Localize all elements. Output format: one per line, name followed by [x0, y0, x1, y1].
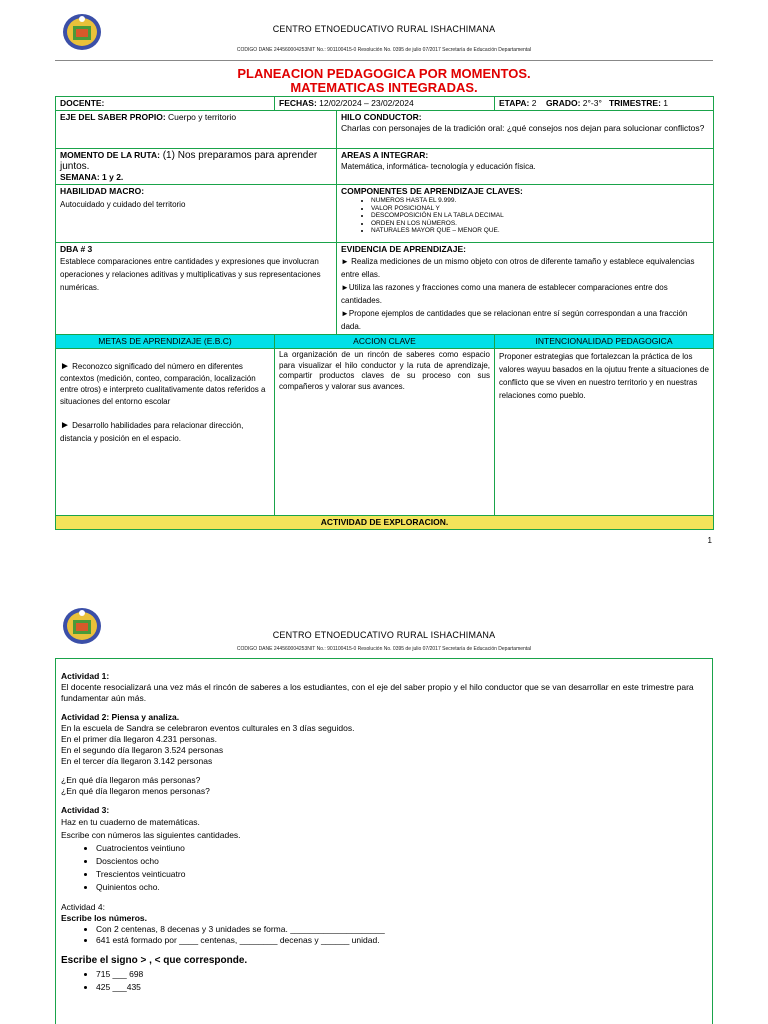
fechas-value: 12/02/2024 – 23/02/2024 — [316, 98, 414, 108]
intencion-header: INTENCIONALIDAD PEDAGOGICA — [495, 335, 714, 349]
metas-header: METAS DE APRENDIZAJE (E.B.C) — [56, 335, 275, 349]
componentes-cell — [337, 185, 714, 243]
dba-value: Establece comparaciones entre cantidades y expresiones que involucran operaciones y relaciones aditivas y multiplicativas y sus representaciones numéricas. — [60, 257, 321, 292]
trimestre-label: TRIMESTRE: — [608, 98, 661, 108]
list-item: • Doscientos ocho — [96, 855, 707, 868]
school-code-line: CODIGO DANE 244560004253NIT No.: 901100415-0 Resolución No. 0395 de julio 07/2017 Secretaría de Educación Departamental — [236, 47, 532, 53]
signo-list — [96, 968, 707, 994]
list-item: • Cuatrocientos veintiuno — [96, 842, 707, 855]
planning-table — [55, 96, 714, 530]
eje-cell — [56, 111, 337, 149]
semana-label: SEMANA: 1 y 2. — [60, 172, 124, 182]
etapa-value: 2 — [529, 98, 537, 108]
list-item: • ORDEN EN LOS NÚMEROS. — [371, 220, 709, 228]
etapa-grado-trimestre-cell — [495, 97, 714, 111]
activity-3-line: Escribe con números las siguientes cantidades. — [61, 830, 241, 840]
habilidad-cell — [56, 185, 337, 243]
list-item: • 425 ___435 — [96, 981, 707, 994]
list-item: • Quinientos ocho. — [96, 881, 707, 894]
evidencia-cell — [337, 243, 714, 335]
momento-value: (1) Nos preparamos para aprender juntos. — [60, 150, 318, 172]
list-item: • 641 está formado por ____ centenas, ________ decenas y ______ unidad. — [96, 935, 707, 946]
hilo-label: HILO CONDUCTOR: — [341, 112, 422, 122]
areas-cell — [337, 149, 714, 185]
plan-subtitle: MATEMATICAS INTEGRADAS. — [290, 80, 478, 95]
activity-2-line: En el segundo día llegaron 3.524 personas — [61, 745, 224, 755]
activity-1-text: El docente resocializará una vez más el rincón de saberes a los estudiantes, con el eje del saber propio y el hilo conductor que se van desarrollar en este trimestre para fundamentar aún más. — [61, 682, 694, 703]
activity-4-title: Actividad 4: — [61, 902, 105, 912]
activity-1-title: Actividad 1: — [61, 671, 110, 681]
grado-label: GRADO: — [545, 98, 581, 108]
signo-title: Escribe el signo > , < que corresponde. — [61, 955, 248, 966]
evidencia-item: ► Realiza mediciones de un mismo objeto con otros de diferente tamaño y establece equivalencias entre ellas. — [341, 257, 695, 279]
hilo-cell — [337, 111, 714, 149]
header-divider — [55, 60, 713, 61]
dba-label: DBA # 3 — [60, 244, 93, 254]
accion-cell — [275, 349, 495, 516]
intencion-value: Proponer estrategias que fortalezcan la práctica de los valores wayuu basados en la ojutuu frente a situaciones de conflicto que se viven en nuestro territorio y en nuestras relaciones como pueblo. — [499, 352, 709, 400]
activity-2-question: ¿En qué día llegaron más personas? — [61, 775, 201, 785]
list-item: • 715 ___ 698 — [96, 968, 707, 981]
habilidad-label: HABILIDAD MACRO: — [60, 186, 145, 196]
activities-box — [55, 658, 713, 1024]
activity-2-line: En el primer día llegaron 4.231 personas. — [61, 734, 217, 744]
meta-text: Desarrollo habilidades para relacionar dirección, distancia y posición en el espacio. — [60, 421, 244, 443]
activity-3-title: Actividad 3: — [61, 805, 110, 815]
docente-label: DOCENTE: — [60, 98, 105, 108]
fechas-label: FECHAS: — [279, 98, 317, 108]
list-item: • NATURALES MAYOR QUE – MENOR QUE. — [371, 227, 709, 235]
list-item: • DESCOMPOSICIÓN EN LA TABLA DECIMAL — [371, 212, 709, 220]
habilidad-value: Autocuidado y cuidado del territorio — [60, 200, 186, 209]
evidencia-item: ►Propone ejemplos de cantidades que se relacionan entre sí según correspondan a una fracción dada. — [341, 309, 688, 331]
docente-cell — [56, 97, 275, 111]
list-item: • NUMEROS HASTA EL 9.999. — [371, 197, 709, 205]
meta-item — [60, 419, 270, 445]
areas-label: AREAS A INTEGRAR: — [341, 150, 429, 160]
activity-2-line: En el tercer día llegaron 3.142 personas — [61, 756, 213, 766]
page-2 — [0, 590, 768, 1024]
plan-title: PLANEACION PEDAGOGICA POR MOMENTOS. — [237, 66, 531, 81]
activity-3-list — [96, 842, 707, 894]
eje-label: EJE DEL SABER PROPIO: — [60, 112, 166, 122]
accion-value: La organización de un rincón de saberes como espacio para visualizar el hilo conductor y la ruta de aprendizaje, compartir productos claves de su proceso con sus compañeros y valorar sus avances. — [279, 350, 490, 391]
activity-2-question: ¿En qué día llegaron menos personas? — [61, 786, 210, 796]
page-number: 1 — [707, 536, 712, 545]
momento-cell — [56, 149, 337, 185]
school-name: CENTRO ETNOEDUCATIVO RURAL ISHACHIMANA — [272, 24, 496, 34]
activity-4-subtitle: Escribe los números. — [61, 913, 147, 923]
componentes-list — [371, 197, 709, 235]
fechas-cell — [275, 97, 495, 111]
grado-value: 2°-3° — [580, 98, 602, 108]
evidencia-label: EVIDENCIA DE APRENDIZAJE: — [341, 244, 466, 254]
exploracion-bar: ACTIVIDAD DE EXPLORACION. — [56, 516, 714, 530]
activity-2-title: Actividad 2: Piensa y analiza. — [61, 712, 180, 722]
arrow-icon: ► — [60, 420, 70, 431]
list-item: • Con 2 centenas, 8 decenas y 3 unidades se forma. ____________________ — [96, 924, 707, 935]
school-code-line: CODIGO DANE 244560004253NIT No.: 901100415-0 Resolución No. 0395 de julio 07/2017 Secretaría de Educación Departamental — [236, 646, 532, 652]
momento-label: MOMENTO DE LA RUTA: — [60, 150, 160, 160]
meta-text: Reconozco significado del número en diferentes contextos (medición, conteo, comparación, localización entre otros) e interpreto cualitativamente datos referidos a situaciones del entorno escolar — [60, 362, 266, 406]
activity-2-line: En la escuela de Sandra se celebraron eventos culturales en 3 días seguidos. — [61, 723, 355, 733]
dba-cell — [56, 243, 337, 335]
school-logo — [62, 606, 102, 646]
componentes-label: COMPONENTES DE APRENDIZAJE CLAVES: — [341, 186, 523, 196]
activity-4-list — [96, 924, 707, 946]
accion-header: ACCION CLAVE — [275, 335, 495, 349]
hilo-value: Charlas con personajes de la tradición oral: ¿qué consejos nos dejan para solucionar conflictos? — [341, 123, 705, 133]
activity-3-line: Haz en tu cuaderno de matemáticas. — [61, 817, 200, 827]
list-item: • VALOR POSICIONAL Y — [371, 205, 709, 213]
metas-cell — [56, 349, 275, 516]
trimestre-value: 1 — [660, 98, 669, 108]
list-item: • Trescientos veinticuatro — [96, 868, 707, 881]
school-name: CENTRO ETNOEDUCATIVO RURAL ISHACHIMANA — [272, 630, 496, 640]
areas-value: Matemática, informática- tecnología y educación física. — [341, 162, 536, 171]
meta-item — [60, 361, 270, 407]
arrow-icon: ► — [60, 361, 70, 372]
etapa-label: ETAPA: — [499, 98, 530, 108]
eje-value: Cuerpo y territorio — [165, 112, 237, 122]
intencion-cell — [495, 349, 714, 516]
evidencia-item: ►Utiliza las razones y fracciones como una manera de establecer comparaciones entre dos cantidades. — [341, 283, 668, 305]
